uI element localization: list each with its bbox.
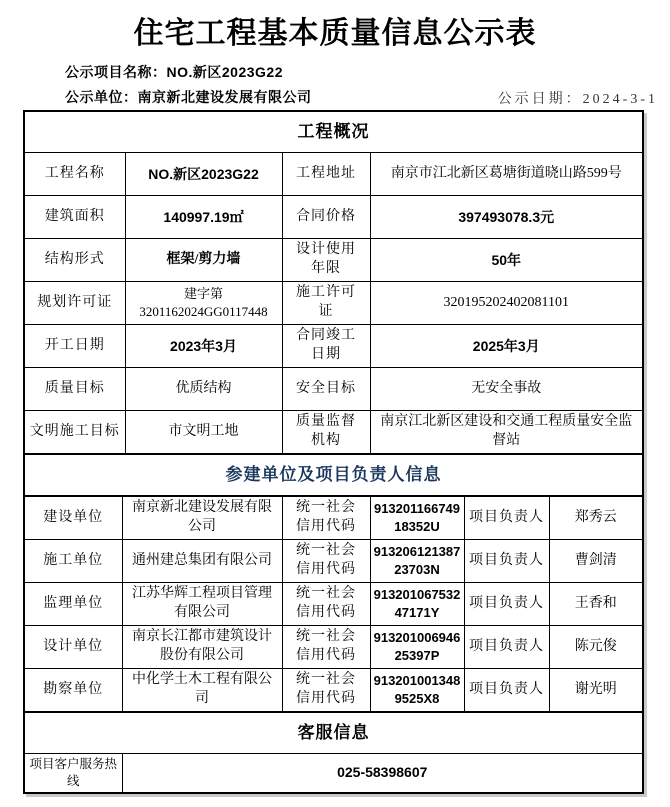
credit-code-value-cell: 91320106753247171Y — [370, 583, 464, 626]
manager-label-cell: 项目负责人 — [464, 626, 549, 669]
table-row — [25, 496, 642, 540]
overview-label-cell: 结构形式 — [25, 239, 125, 282]
manager-label-cell: 项目负责人 — [464, 496, 549, 540]
table-row — [25, 626, 642, 669]
participant-role-cell: 勘察单位 — [25, 669, 122, 712]
overview-label-cell: 质量目标 — [25, 368, 125, 411]
credit-code-label-cell: 统一社会信用代码 — [282, 669, 370, 712]
credit-code-label-cell: 统一社会信用代码 — [282, 496, 370, 540]
table-row — [25, 196, 642, 239]
table-row — [25, 325, 642, 368]
overview-value-cell: 397493078.3元 — [370, 196, 642, 239]
publisher-value: 南京新北建设发展有限公司 — [137, 89, 312, 105]
publisher-line — [65, 87, 312, 107]
overview-value-cell: 50年 — [370, 239, 642, 282]
service-table — [25, 711, 642, 792]
overview-label-cell: 建筑面积 — [25, 196, 125, 239]
project-name-label: 公示项目名称： — [65, 64, 167, 80]
hotline-value-cell: 025-58398607 — [122, 754, 642, 792]
overview-value-cell: 南京江北新区建设和交通工程质量安全监督站 — [370, 411, 642, 454]
credit-code-label-cell: 统一社会信用代码 — [282, 583, 370, 626]
overview-value-cell: 建字第3201162024GG0117448 — [125, 282, 282, 325]
overview-value-cell: 市文明工地 — [125, 411, 282, 454]
publish-date-label: 公示日期： — [497, 92, 583, 107]
table-row — [25, 153, 642, 196]
table-row — [25, 540, 642, 583]
project-name-value: NO.新区2023G22 — [166, 64, 283, 80]
overview-label-cell: 工程地址 — [282, 153, 370, 196]
service-section-header: 客服信息 — [25, 712, 642, 754]
overview-value-cell: 2023年3月 — [125, 325, 282, 368]
overview-label-cell: 工程名称 — [25, 153, 125, 196]
participant-role-cell: 施工单位 — [25, 540, 122, 583]
participant-role-cell: 建设单位 — [25, 496, 122, 540]
participant-company-cell: 南京新北建设发展有限公司 — [122, 496, 282, 540]
overview-value-cell: 框架/剪力墙 — [125, 239, 282, 282]
table-row — [25, 282, 642, 325]
credit-code-value-cell: 9132010013489525X8 — [370, 669, 464, 712]
table-row — [25, 411, 642, 454]
table-row — [25, 239, 642, 282]
overview-label-cell: 安全目标 — [282, 368, 370, 411]
overview-section-header: 工程概况 — [25, 112, 642, 153]
publish-date-value: 2024-3-1 — [582, 92, 658, 107]
participant-role-cell: 设计单位 — [25, 626, 122, 669]
manager-name-cell: 陈元俊 — [549, 626, 642, 669]
overview-label-cell: 设计使用年限 — [282, 239, 370, 282]
overview-label-cell: 文明施工目标 — [25, 411, 125, 454]
participant-company-cell: 通州建总集团有限公司 — [122, 540, 282, 583]
overview-label-cell: 规划许可证 — [25, 282, 125, 325]
publicity-table — [23, 110, 644, 794]
overview-value-cell: 140997.19㎡ — [125, 196, 282, 239]
manager-label-cell: 项目负责人 — [464, 540, 549, 583]
overview-value-cell: 320195202402081101 — [370, 282, 642, 325]
manager-name-cell: 谢光明 — [549, 669, 642, 712]
credit-code-value-cell: 91320100694625397P — [370, 626, 464, 669]
participants-section-header: 参建单位及项目负责人信息 — [25, 454, 642, 496]
overview-label-cell: 合同竣工日期 — [282, 325, 370, 368]
table-row — [25, 669, 642, 712]
table-row — [25, 112, 642, 153]
credit-code-value-cell: 91320116674918352U — [370, 496, 464, 540]
credit-code-value-cell: 91320612138723703N — [370, 540, 464, 583]
manager-label-cell: 项目负责人 — [464, 669, 549, 712]
manager-name-cell: 曹剑清 — [549, 540, 642, 583]
table-row — [25, 454, 642, 496]
table-row — [25, 712, 642, 754]
table-row — [25, 754, 642, 792]
manager-label-cell: 项目负责人 — [464, 583, 549, 626]
project-name-line — [65, 62, 283, 82]
credit-code-label-cell: 统一社会信用代码 — [282, 626, 370, 669]
hotline-label-cell: 项目客户服务热线 — [25, 754, 122, 792]
credit-code-label-cell: 统一社会信用代码 — [282, 540, 370, 583]
overview-value-cell: 优质结构 — [125, 368, 282, 411]
participant-company-cell: 江苏华辉工程项目管理有限公司 — [122, 583, 282, 626]
table-row — [25, 583, 642, 626]
publisher-label: 公示单位： — [65, 89, 138, 105]
page-title: 住宅工程基本质量信息公示表 — [133, 17, 537, 50]
participant-company-cell: 中化学土木工程有限公司 — [122, 669, 282, 712]
participants-table — [25, 453, 642, 711]
overview-label-cell: 开工日期 — [25, 325, 125, 368]
overview-value-cell: 无安全事故 — [370, 368, 642, 411]
overview-value-cell: 2025年3月 — [370, 325, 642, 368]
table-row — [25, 368, 642, 411]
participant-role-cell: 监理单位 — [25, 583, 122, 626]
overview-value-cell: NO.新区2023G22 — [125, 153, 282, 196]
publish-date-line — [498, 88, 658, 108]
overview-label-cell: 质量监督机构 — [282, 411, 370, 454]
manager-name-cell: 郑秀云 — [549, 496, 642, 540]
overview-value-cell: 南京市江北新区葛塘街道晓山路599号 — [370, 153, 642, 196]
overview-label-cell: 合同价格 — [282, 196, 370, 239]
participant-company-cell: 南京长江都市建筑设计股份有限公司 — [122, 626, 282, 669]
manager-name-cell: 王香和 — [549, 583, 642, 626]
overview-label-cell: 施工许可证 — [282, 282, 370, 325]
overview-table — [25, 112, 642, 453]
